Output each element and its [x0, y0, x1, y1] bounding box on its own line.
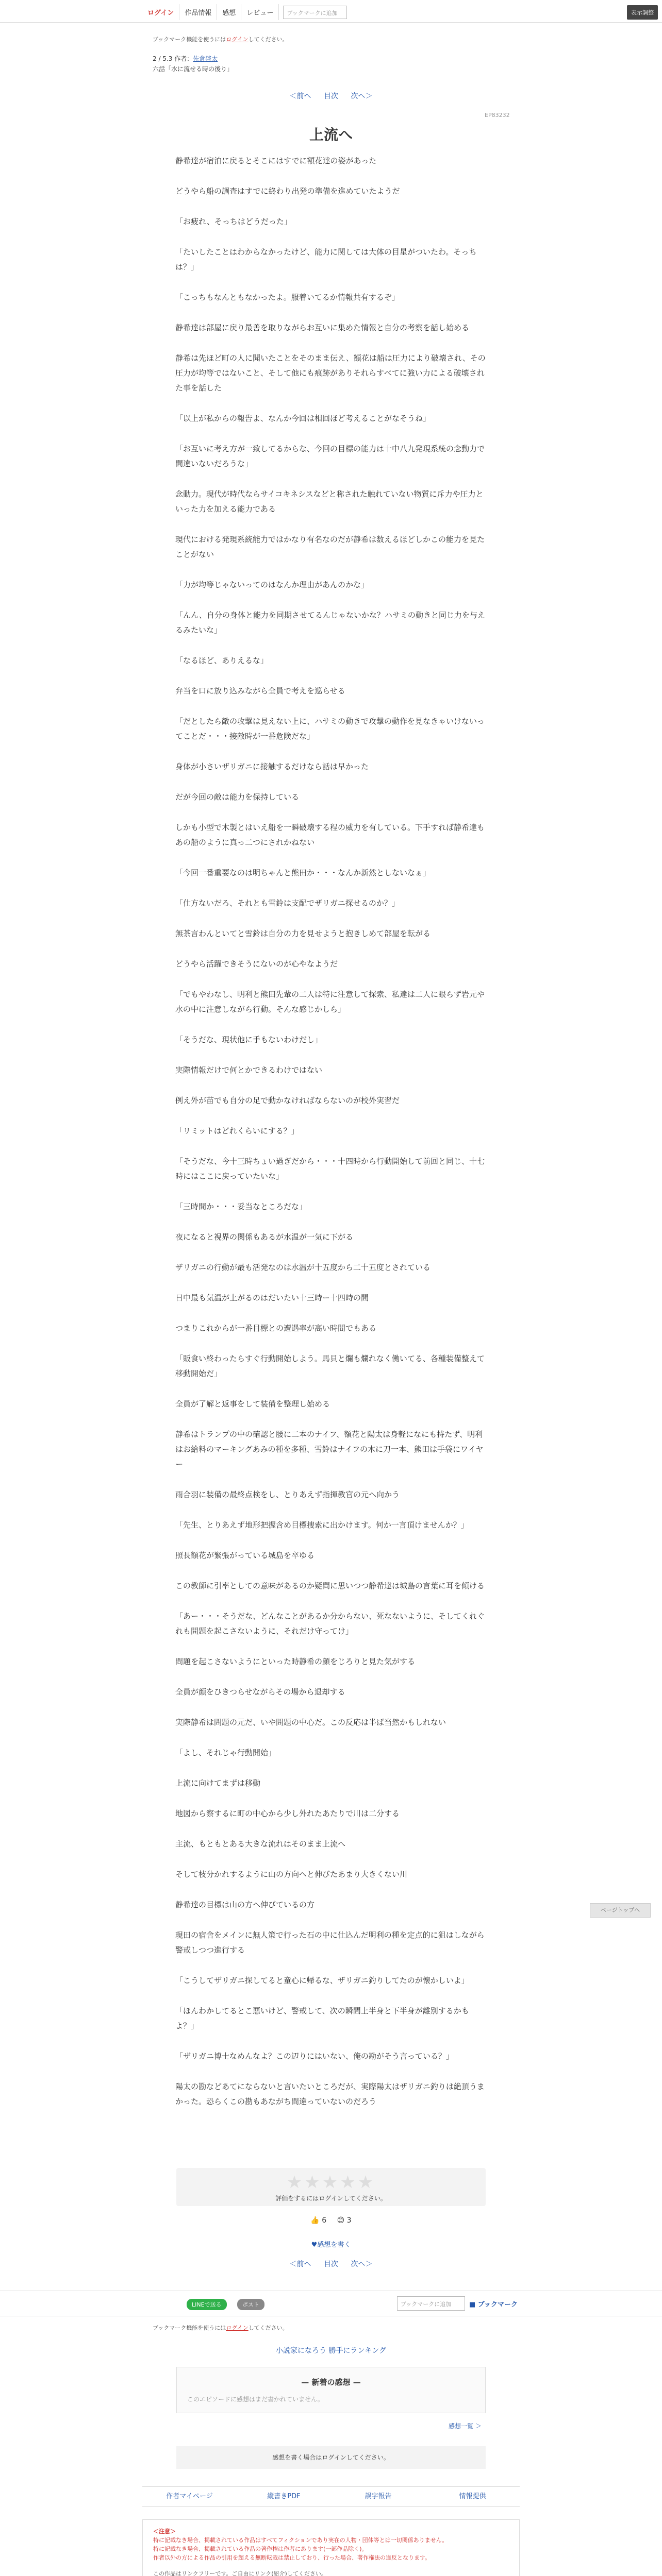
page-title: 上流へ: [309, 126, 353, 143]
body-paragraph: 上流に向けてまずは移動: [175, 1778, 261, 1788]
progress-indicator: 2 / 5.3: [153, 55, 173, 62]
novel-meta: 2 / 5.3 作者：佐倉啓太 六話「水に流せる時の後り」: [153, 54, 233, 74]
prev-link-bottom[interactable]: ＜前へ: [289, 2260, 311, 2268]
footer-links: [142, 2486, 520, 2507]
top-nav-bar: [0, 0, 662, 23]
body-paragraph: 問題を起こさないようにといった時静希の顔をじろりと見た気がする: [175, 1657, 416, 1666]
body-paragraph: 「お互いに考え方が一致してるからな、今回の目標の能力は十中八九発現系統の念動力で間違いないだろうな」: [175, 444, 485, 468]
footer-bookmark-button[interactable]: ■ ブックマーク: [469, 2301, 518, 2309]
body-paragraph: 実際静希は問題の元だ、いや問題の中心だ。この反応は半ば当然かもしれない: [175, 1718, 446, 1727]
nav-impressions[interactable]: 感想: [217, 4, 241, 20]
body-paragraph: 「こっちもなんともなかったよ。服着いてるか情報共有するぞ」: [175, 293, 400, 302]
write-impression-link[interactable]: ♥感想を書く: [311, 2241, 351, 2249]
body-paragraph: 静希はトランプの中の確認と腰に二本のナイフ、額花と陽太は身軽になにも持たず、明利はお給料のマーキングあみの種を多種、雪鈴はナイフの木に刀一本、熊田は手袋にワイヤー: [175, 1430, 484, 1469]
body-paragraph: 現代における発現系統能力ではかなり有名なのだが静希は数えるほどしかこの能力を見たことがない: [175, 535, 485, 559]
author-link[interactable]: 佐倉啓太: [193, 55, 218, 62]
body-paragraph: 夜になると視界の関係もあるが水温が一気に下がる: [175, 1232, 354, 1242]
body-paragraph: 「たいしたことはわからなかったけど、能力に関しては大体の目星がついたわ。そっちは？」: [175, 247, 477, 272]
author-mypage-link[interactable]: 作者マイページ: [166, 2493, 213, 2500]
body-paragraph: 「でもやわなし、明利と熊田先輩の二人は特に注意して探索、私達は二人に眼らず岩元や水の中に注意しながら行動。そんな感じかしら」: [175, 990, 485, 1014]
footer-share-bar: [0, 2291, 662, 2316]
body-paragraph: 実際情報だけで何とかできるわけではない: [175, 1065, 323, 1075]
novel-body: [175, 154, 487, 2125]
caution-head: ＜注意＞: [153, 2528, 176, 2535]
body-paragraph: 主流、もともとある大きな流れはそのまま上流へ: [175, 1839, 346, 1849]
body-paragraph: 静希達が宿泊に戻るとそこにはすでに額花達の姿があった: [175, 156, 377, 165]
new-impressions-box: [176, 2367, 486, 2413]
body-paragraph: 「そうだな、現状他に手もないわけだし」: [175, 1035, 323, 1044]
footer-bookmark-add[interactable]: ブックマークに追加: [397, 2296, 465, 2311]
body-paragraph: 日中最も気温が上がるのはだいたい十三時ー十四時の間: [175, 1293, 369, 1302]
body-paragraph: 現田の宿舎をメインに無人策で行った石の中に仕込んだ明利の種を定点的に狙はしながら警戒しつつ進行する: [175, 1930, 485, 1955]
impressions-empty: このエピソードに感想はまだ書かれていません。: [187, 2396, 324, 2403]
body-paragraph: 「三時間か・・・妥当なところだな」: [175, 1202, 307, 1211]
body-paragraph: 「こうしてザリガニ探してると童心に帰るな、ザリガニ釣りしてたのが懐かしいよ」: [175, 1976, 469, 1985]
body-paragraph: 「先生、とりあえず地形把握含め目標捜索に出かけます。何か一言頂けませんか？」: [175, 1520, 469, 1530]
body-paragraph: 照長額花が緊張がっている城島を卒ゆる: [175, 1551, 315, 1560]
page-top-button[interactable]: ページトップへ: [590, 1903, 651, 1918]
body-paragraph: 例え外が苗でも自分の足で動かなければならないのが校外実習だ: [175, 1096, 400, 1105]
chapter-name: 六話「水に流せる時の後り」: [153, 65, 234, 73]
body-paragraph: 「なるほど、ありえるな」: [175, 656, 269, 665]
body-paragraph: 「今回一番重要なのは明ちゃんと熊田か・・・なんか新然としないなぁ」: [175, 868, 431, 877]
episode-number: EP83232: [485, 112, 510, 118]
write-impression-box: 感想を書く場合はログインしてください。: [176, 2446, 486, 2469]
body-paragraph: 陽太の勘などあてにならないと言いたいところだが、実際陽太はザリガニ釣りは絶頂うまかった。恐らくこの勘もあながち間違っていないのだろう: [175, 2082, 485, 2106]
impressions-list-link[interactable]: 感想一覧 ＞: [449, 2422, 482, 2430]
body-paragraph: 全員が了解と返事をして装備を整理し始める: [175, 1399, 330, 1409]
ranking-link[interactable]: 小説家になろう 勝手にランキング: [275, 2347, 387, 2355]
body-paragraph: 弁当を口に放り込みながら全員で考えを巡らせる: [175, 686, 345, 696]
notice-login-link-bottom[interactable]: ログイン: [226, 2325, 249, 2331]
body-paragraph: 全員が顔をひきつらせながらその場から退却する: [175, 1687, 345, 1697]
body-paragraph: ザリガニの行動が最も活発なのは水温が十五度から二十五度とされている: [175, 1263, 431, 1272]
body-paragraph: そして枝分かれするように山の方向へと伸びたあまり大きくない川: [175, 1870, 408, 1879]
body-paragraph: だが今回の敵は能力を保持している: [175, 792, 300, 802]
nav-work-info[interactable]: 作品情報: [179, 4, 217, 20]
body-paragraph: 身体が小さいザリガニに接触するだけなら話は早かった: [175, 762, 369, 771]
body-paragraph: 「ザリガニ博士なめんなよ？この辺りにはいない、俺の勘がそう言っている？」: [175, 2052, 454, 2061]
body-paragraph: 雨合羽に装備の最終点検をし、とりあえず指揮教官の元へ向かう: [175, 1490, 400, 1499]
toc-link-bottom[interactable]: 目次: [324, 2260, 338, 2268]
body-paragraph: 念動力。現代が時代ならサイコキネシスなどと称された触れていない物質に斥力や圧力といった力を加える能力である: [175, 489, 484, 514]
pager-top: [0, 91, 662, 101]
impressions-title: — 新着の感想 —: [301, 2378, 361, 2387]
body-paragraph: 「以上が私からの報告よ、なんか今回は相回ほど考えることがなそうね」: [175, 414, 431, 423]
pager-bottom: [0, 2259, 662, 2269]
vertical-pdf-link[interactable]: 縦書きPDF: [267, 2493, 301, 2500]
prev-link[interactable]: ＜前へ: [289, 92, 311, 100]
display-setting-button[interactable]: 表示調整: [627, 5, 658, 20]
body-paragraph: どうやら活躍できそうにないのが心やなようだ: [175, 959, 338, 969]
body-paragraph: しかも小型で木製とはいえ船を一瞬破壊する程の威力を有している。下手すれば静希達もあの船のように真っ二つにされかねない: [175, 823, 485, 847]
rating-box: [176, 2168, 486, 2206]
x-post-button[interactable]: ポスト: [237, 2299, 264, 2310]
nav-reviews[interactable]: レビュー: [241, 4, 279, 20]
thumbs-up-reaction[interactable]: 👍 6: [310, 2216, 327, 2225]
body-paragraph: つまりこれからが一番目標との遭遇率が高い時間でもある: [175, 1324, 377, 1333]
bookmark-notice: ブックマーク機能を使うにはログインしてください。: [153, 36, 288, 43]
next-link-bottom[interactable]: 次へ＞: [351, 2260, 373, 2268]
bookmark-notice-bottom: ブックマーク機能を使うにはログインしてください。: [153, 2325, 288, 2331]
login-link[interactable]: ログイン: [142, 4, 179, 20]
body-paragraph: 「そうだな、今十三時ちょい過ぎだから・・・十四時から行動開始して前回と同じ、十七時にはここに戻っていたいな」: [175, 1157, 485, 1181]
reaction-buttons: [0, 2216, 662, 2225]
bookmark-add-button[interactable]: ブックマークに追加: [283, 6, 347, 19]
body-paragraph: 「んん、自分の身体と能力を同期させてるんじゃないかな？ハサミの動きと同じ力を与えるみたいな」: [175, 611, 485, 635]
smile-reaction[interactable]: 😊 3: [337, 2216, 352, 2225]
body-paragraph: 「仕方ないだろ、それとも雪鈴は支配でザリガニ探せるのか？」: [175, 899, 400, 908]
body-paragraph: 「あー・・・そうだな、どんなことがあるか分からない、死なないように、そしてくれぐれも問題を起こさないように、それだけ守ってけ」: [175, 1612, 485, 1636]
next-link[interactable]: 次へ＞: [351, 92, 373, 100]
body-paragraph: 静希達は部屋に戻り最善を取りながらお互いに集めた情報と自分の考察を話し始める: [175, 323, 470, 332]
body-paragraph: 静希は先ほど町の人に聞いたことをそのまま伝え、額花は船は圧力により破壊され、その圧力が均等ではないこと、そして他にも痕跡がありそれらすべてに強い力による破壊された事を話した: [175, 353, 486, 393]
line-share-button[interactable]: LINEで送る: [187, 2299, 227, 2310]
body-paragraph: 「リミットはどれくらいにする？」: [175, 1126, 299, 1136]
body-paragraph: 「お疲れ、そっちはどうだった」: [175, 217, 292, 226]
body-paragraph: 「販食い終わったらすぐ行動開始しよう。馬貝と爛も爛れなく働いてる、各種装備整えて移動開始だ」: [175, 1354, 485, 1378]
toc-link[interactable]: 目次: [324, 92, 338, 100]
body-paragraph: この教師に引率としての意味があるのか疑問に思いつつ静希達は城島の言葉に耳を傾ける: [175, 1581, 485, 1590]
body-paragraph: 「ほんわかしてるとこ悪いけど、警戒して、次の瞬間上半身と下半身が離別するかもよ？」: [175, 2006, 469, 2030]
notice-login-link[interactable]: ログイン: [226, 36, 249, 43]
body-paragraph: 地図から察するに町の中心から少し外れたあたりで川は二分する: [175, 1809, 400, 1818]
caution-box: ＜注意＞ 特に記載なき場合、掲載されている作品はすべてフィクションであり実在の人物・団体等とは一切関係ありません。 特に記載なき場合、掲載されている作品の著作権は作者にあります(一部作品除く)。 作者以外の方による作品の引用を超える無断転載は禁止しており、行った場合、著作権法の違反となります。 この作品はリンクフリーです。ご自由にリンク(紹介)してください。: [142, 2519, 520, 2576]
rating-message: 評価をするにはログインしてください。: [275, 2195, 387, 2202]
body-paragraph: 「だとしたら敵の攻撃は見えない上に、ハサミの動きで攻撃の動作を見なきゃいけないってことだ・・・接敵時が一番危険だな」: [175, 717, 485, 741]
body-paragraph: 無茶言わんといてと雪鈴は自分の力を見せようと抱きしめて部屋を転がる: [175, 929, 431, 938]
typo-report-link[interactable]: 誤字報告: [365, 2493, 392, 2500]
body-paragraph: 「よし、それじゃ行動開始」: [175, 1748, 276, 1757]
rating-stars[interactable]: ★★★★★: [286, 2172, 376, 2193]
body-paragraph: 静希達の目標は山の方へ伸びているの方: [175, 1900, 315, 1909]
body-paragraph: 「力が均等じゃないってのはなんか理由があんのかな」: [175, 580, 369, 589]
body-paragraph: どうやら船の調査はすでに終わり出発の準備を進めていたようだ: [175, 187, 400, 196]
info-provide-link[interactable]: 情報提供: [459, 2493, 486, 2500]
